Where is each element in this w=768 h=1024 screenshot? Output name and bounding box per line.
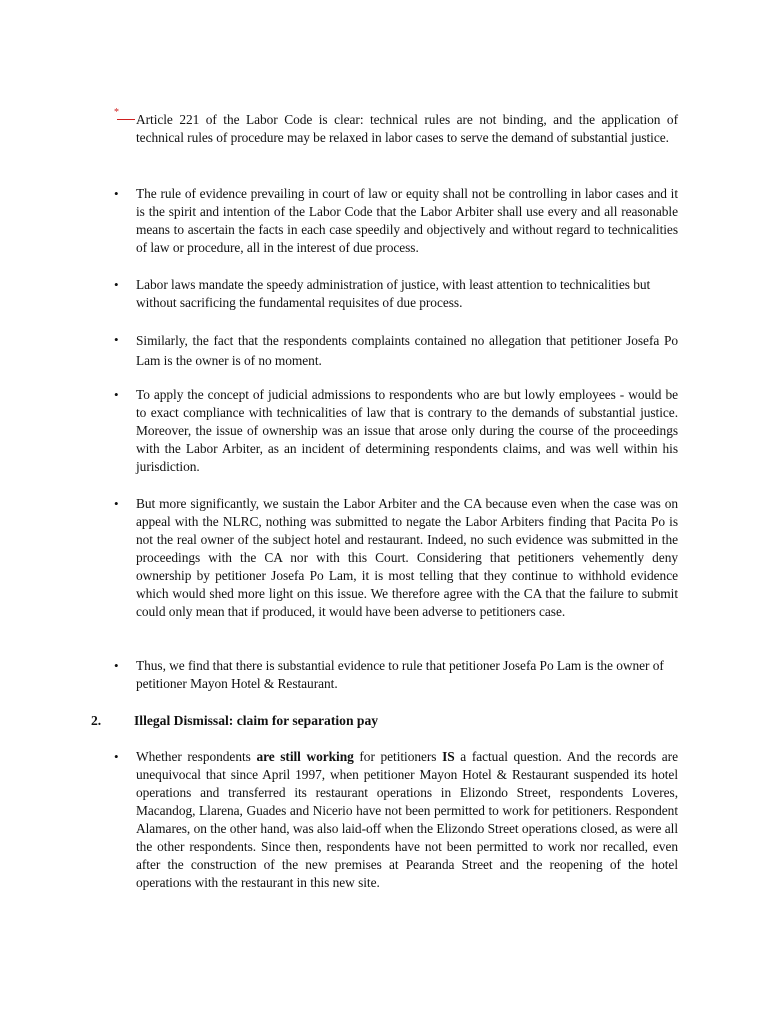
revision-asterisk: * xyxy=(114,107,119,118)
bullet-icon: • xyxy=(114,277,119,292)
bullet-icon: • xyxy=(114,496,119,511)
list-item-text: The rule of evidence prevailing in court of law or equity shall not be controlling in labor cases and it is the spirit and intention of the Labor Code that the Labor Arbiter shall use every and all reasonable means to ascertain the facts in each case speedily and objectively and without regard to technicalities of law or procedure, all in the interest of due process. xyxy=(136,186,678,255)
section-title: Illegal Dismissal: claim for separation pay xyxy=(134,713,379,728)
list-item-similarly xyxy=(114,331,678,371)
bold-phrase-is: IS xyxy=(442,749,455,764)
bullet-icon: • xyxy=(114,749,119,764)
list-item-text: Labor laws mandate the speedy administration of justice, with least attention to technicalities but without sacrificing the fundamental requisites of due process. xyxy=(136,277,651,310)
list-item-more-significantly xyxy=(114,495,678,621)
list-item-substantial-evidence xyxy=(114,657,678,693)
list-item-text: Article 221 of the Labor Code is clear: technical rules are not binding, and the application of technical rules of procedure may be relaxed in labor cases to serve the demand of substantial justice. xyxy=(136,112,678,145)
bold-phrase-still-working: are still working xyxy=(256,749,354,764)
revision-mark xyxy=(114,107,136,129)
text-run: for petitioners xyxy=(353,749,443,764)
bullet-icon: • xyxy=(114,332,119,347)
section-number: 2. xyxy=(91,713,102,728)
bullet-icon: • xyxy=(114,186,119,201)
list-item-text: Thus, we find that there is substantial evidence to rule that petitioner Josefa Po Lam is the owner of petitioner Mayon Hotel & Restaurant. xyxy=(136,658,664,691)
list-item-rule-of-evidence xyxy=(114,185,678,257)
list-item-still-working xyxy=(114,748,678,892)
list-item-text: To apply the concept of judicial admissions to respondents who are but lowly employees - would be to exact compliance with technicalities of law that is contrary to the demands of substantial justice. Moreover, the issue of ownership was an issue that arose only during the course of the proceedings with the Labor Arbiter, as an incident of determining respondents claims, and was well within his jurisdiction. xyxy=(136,387,678,474)
list-item-judicial-admissions xyxy=(114,386,678,476)
text-run: a factual question. And the records are unequivocal that since April 1997, when petitioner Mayon Hotel & Restaurant suspended its hotel operations and transferred its restaurant operations in Elizondo Street, respondents Loveres, Macandog, Llarena, Guades and Nicerio have not been permitted to work for petitioners. Respondent Alamares, on the other hand, was also laid-off when the Elizondo Street operations closed, as were all the other respondents. Since then, respondents have not been permitted to work nor recalled, even after the construction of the new premises at Pearanda Street and the reopening of the hotel operations with the restaurant in this new site. xyxy=(136,749,678,890)
list-item-text: Similarly, the fact that the respondents complaints contained no allegation that petitioner Josefa Po Lam is the owner is of no moment. xyxy=(136,333,678,368)
revision-line xyxy=(117,119,135,120)
list-item-labor-laws xyxy=(114,276,678,312)
list-item-article-221 xyxy=(114,107,678,147)
text-run: Whether respondents xyxy=(136,749,257,764)
bullet-icon: • xyxy=(114,387,119,402)
section-heading xyxy=(91,712,378,730)
list-item-text: But more significantly, we sustain the Labor Arbiter and the CA because even when the case was on appeal with the NLRC, nothing was submitted to negate the Labor Arbiters finding that Pacita Po is not the real owner of the subject hotel and restaurant. Indeed, no such evidence was submitted in the proceedings with the CA nor with this Court. Considering that petitioners vehemently deny ownership by petitioner Josefa Po Lam, it is most telling that they continue to withhold evidence which would shed more light on this issue. We therefore agree with the CA that the failure to submit could only mean that if produced, it would have been adverse to petitioners case. xyxy=(136,496,678,619)
bullet-icon: • xyxy=(114,658,119,673)
list-item-text xyxy=(136,748,678,892)
